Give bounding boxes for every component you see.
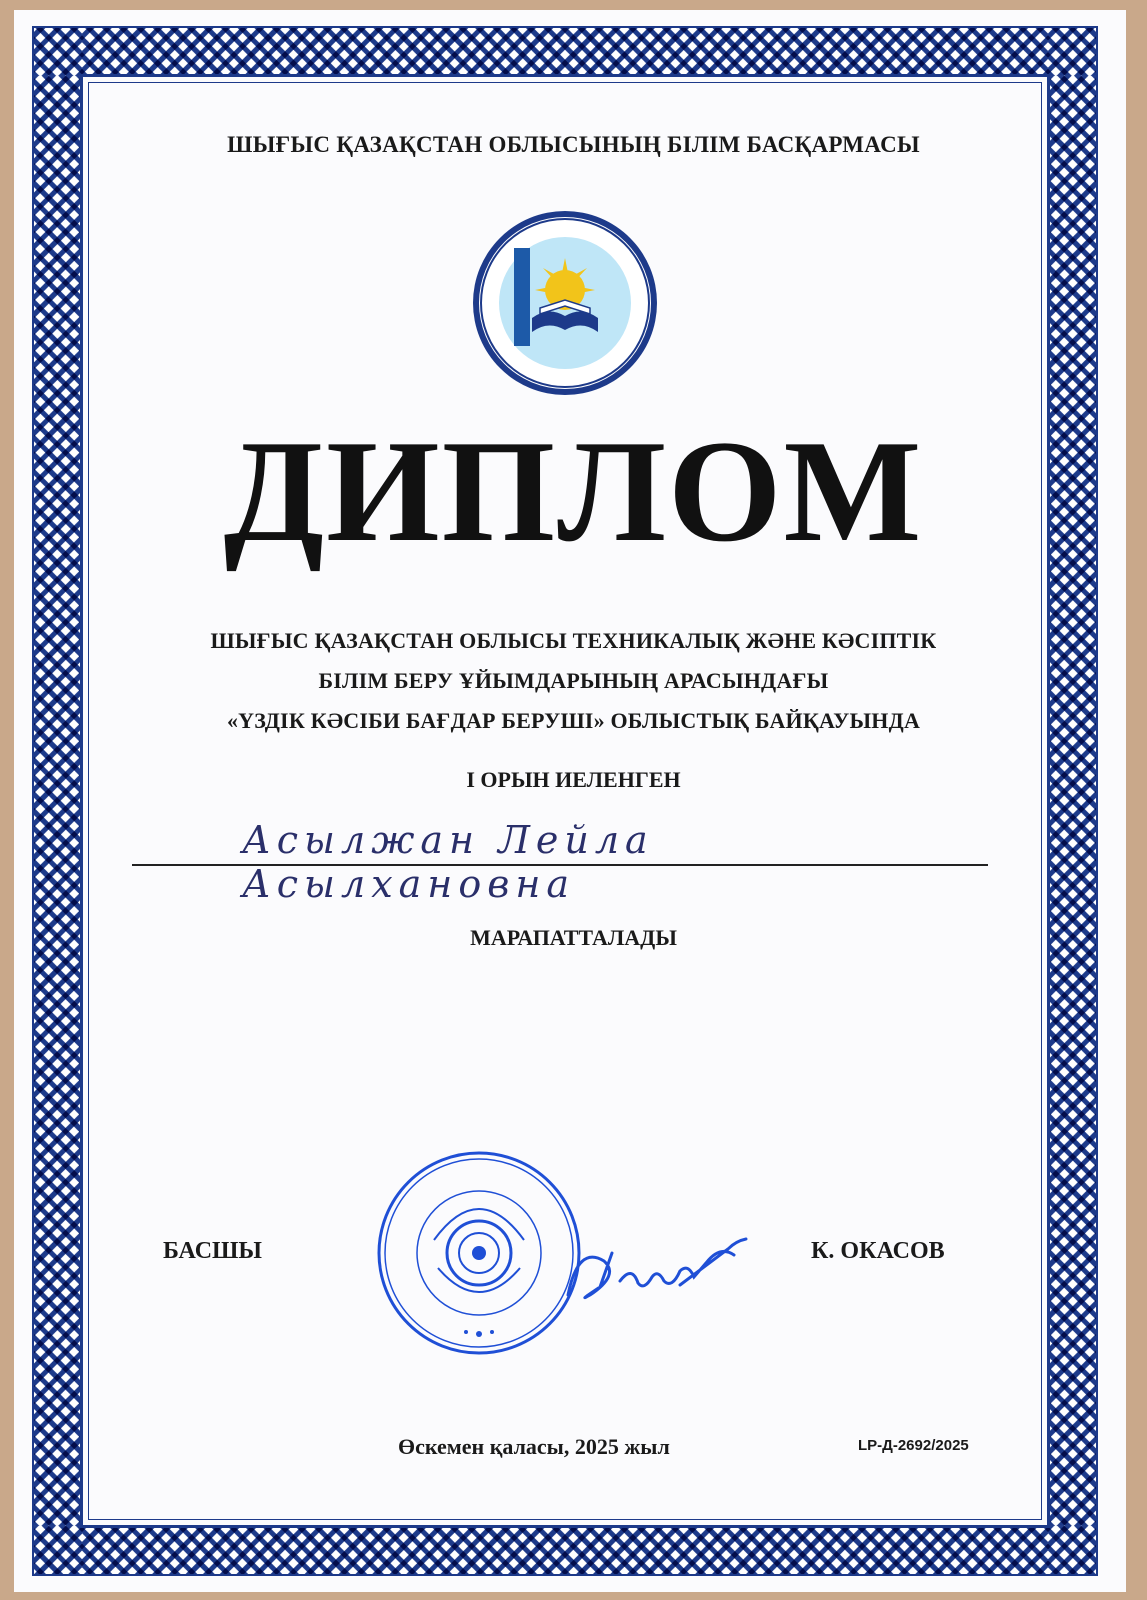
signatory-role: БАСШЫ: [163, 1238, 262, 1264]
recipient-name: Асылжан Лейла Асылхановна: [242, 818, 654, 906]
location-year: Өскемен қаласы, 2025 жыл: [398, 1434, 670, 1459]
signatory-name: К. ОКАСОВ: [811, 1238, 945, 1264]
award-line-2: БІЛІМ БЕРУ ҰЙЫМДАРЫНЫҢ АРАСЫНДАҒЫ: [318, 668, 829, 693]
diploma-title: ДИПЛОМ: [223, 410, 924, 572]
education-department-logo: [470, 208, 660, 398]
recipient-line: [132, 818, 988, 906]
awarded-line: МАРАПАТТАЛАДЫ: [470, 925, 677, 950]
official-stamp: [374, 1148, 584, 1358]
document-code: LP-Д-2692/2025: [858, 1437, 969, 1454]
award-line-3: «ҮЗДІК КӘСІБИ БАҒДАР БЕРУШІ» ОБЛЫСТЫҚ БАЙҚАУЫНДА: [226, 708, 921, 733]
signature: [560, 1225, 760, 1315]
place-line: І ОРЫН ИЕЛЕНГЕН: [466, 767, 681, 792]
award-line-1: ШЫҒЫС ҚАЗАҚСТАН ОБЛЫСЫ ТЕХНИКАЛЫҚ ЖӘНЕ КӘСІПТІК: [210, 628, 937, 653]
issuer-header: ШЫҒЫС ҚАЗАҚСТАН ОБЛЫСЫНЫҢ БІЛІМ БАСҚАРМАСЫ: [227, 132, 920, 157]
